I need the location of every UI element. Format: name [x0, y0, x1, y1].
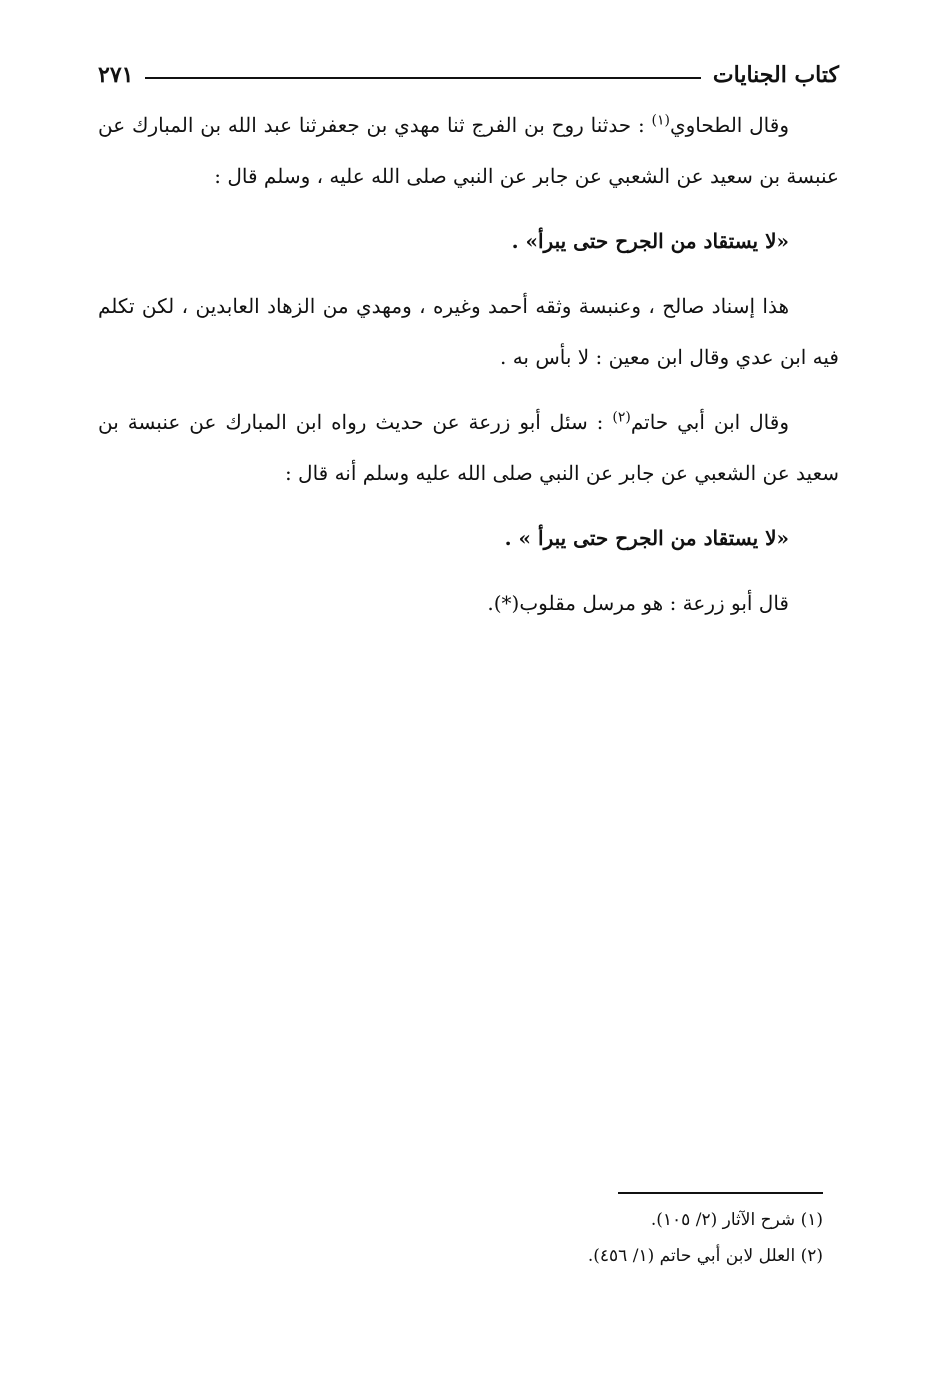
hadith-text-2: «لا يستقاد من الجرح حتى يبرأ » .: [504, 526, 789, 550]
header-rule: [145, 77, 700, 79]
paragraph-tahawi-isnad: [98, 100, 839, 202]
paragraph-lead: وقال ابن أبي حاتم: [630, 410, 789, 434]
page-number: ٢٧١: [98, 62, 134, 88]
running-title: كتاب الجنايات: [712, 62, 839, 88]
hadith-text-1: «لا يستقاد من الجرح حتى يبرأ» .: [511, 229, 789, 253]
paragraph-abu-zura-verdict: قال أبو زرعة : هو مرسل مقلوب(*).: [487, 591, 789, 615]
footnote-separator: [618, 1192, 823, 1194]
running-header: [98, 62, 839, 88]
paragraph-ibn-abi-hatim: [98, 397, 839, 499]
footnote-2: (٢) العلل لابن أبي حاتم (١/ ٤٥٦).: [587, 1246, 823, 1266]
footnote-1: (١) شرح الآثار (٢/ ١٠٥).: [650, 1210, 823, 1230]
footnotes: [98, 1202, 823, 1274]
paragraph-lead: وقال الطحاوي: [669, 113, 789, 137]
paragraph-rest: : حدثنا روح بن الفرج ثنا مهدي بن جعفرثنا عبد الله بن المبارك عن عنبسة بن سعيد عن الشعبي عن جابر عن النبي صلى الله عليه ، وسلم قال :: [98, 113, 839, 188]
footnote-marker-2: (٢): [612, 409, 631, 426]
main-text: [98, 100, 839, 629]
paragraph-rest: : سئل أبو زرعة عن حديث رواه ابن المبارك عن عنبسة بن سعيد عن الشعبي عن جابر عن النبي صلى الله عليه وسلم أنه قال :: [98, 410, 839, 485]
paragraph-isnad-assessment: هذا إسناد صالح ، وعنبسة وثقه أحمد وغيره ، ومهدي من الزهاد العابدين ، لكن تكلم فيه ابن عدي وقال ابن معين : لا بأس به .: [98, 294, 839, 369]
footnote-marker-1: (١): [651, 112, 670, 129]
